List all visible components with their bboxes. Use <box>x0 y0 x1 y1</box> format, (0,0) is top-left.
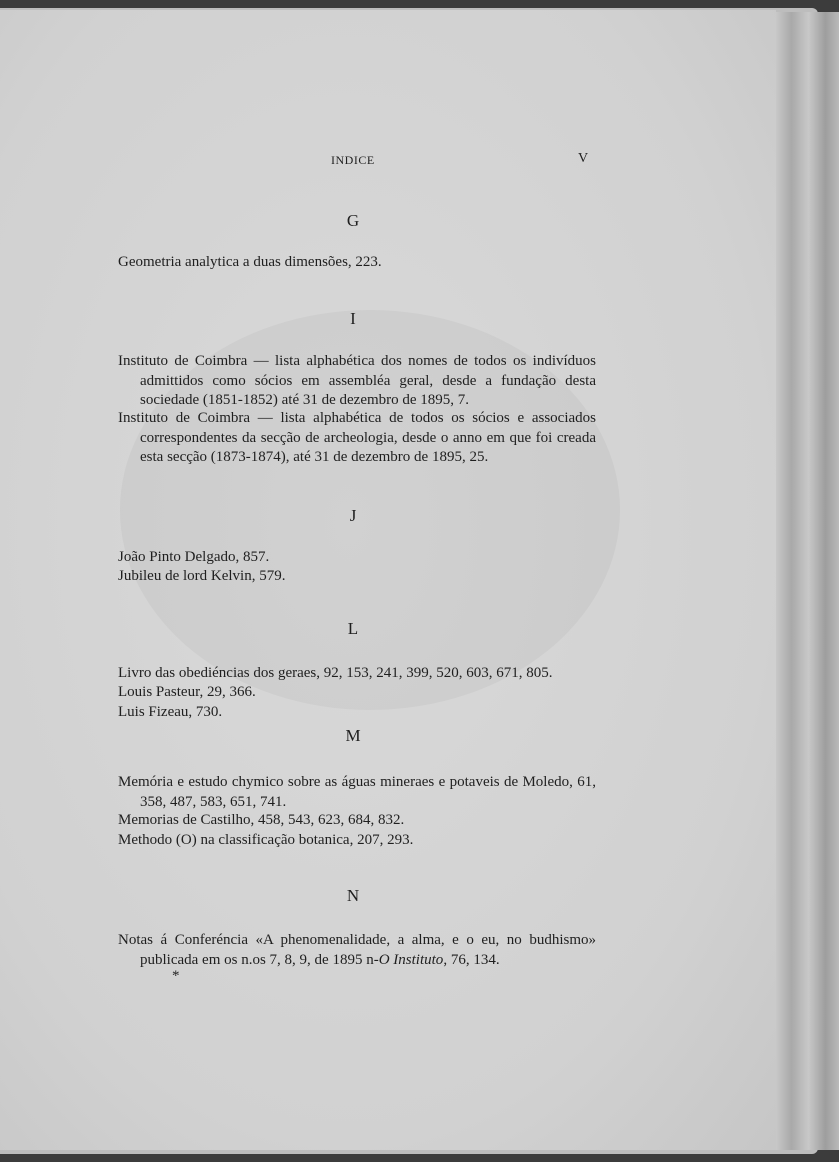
running-head <box>0 153 776 171</box>
page-edges <box>771 12 839 1150</box>
index-entry: Livro das obediéncias dos geraes, 92, 153, 241, 399, 520, 603, 671, 805. <box>118 665 553 681</box>
index-entry: Instituto de Coimbra — lista alphabética dos nomes de todos os indivíduos admittidos como sócios em assembléa geral, desde a fundação desta sociedade (1851-1852) até 31 de dezembro de 1895, 7. <box>118 353 596 408</box>
document-page <box>0 10 776 1150</box>
journal-title: O Instituto <box>378 951 444 968</box>
index-entry: João Pinto Delgado, 857. <box>118 549 270 565</box>
entry-text: Notas á Conferéncia «A phenomenalidade, a alma, e o eu, no budhismo» publicada em os n.os 7, 8, 9, de 1895 n- <box>118 932 596 968</box>
section-letter-m: M <box>345 726 361 745</box>
index-entry: Methodo (O) na classificação botanica, 207, 293. <box>118 832 414 848</box>
section-letter-i: I <box>350 309 356 328</box>
index-entry: Louis Pasteur, 29, 366. <box>118 684 256 700</box>
index-entry: Jubileu de lord Kelvin, 579. <box>118 568 286 584</box>
index-entry: Luis Fizeau, 730. <box>118 704 223 720</box>
running-head-title: INDICE <box>331 153 375 167</box>
section-letter-l: L <box>347 619 359 638</box>
section-letter-n: N <box>346 886 360 905</box>
section-letter-j: J <box>349 506 357 525</box>
index-entry: Memorias de Castilho, 458, 543, 623, 684, 832. <box>118 812 405 828</box>
index-entry: Instituto de Coimbra — lista alphabética de todos os sócios e associados correspondentes da secção de archeologia, desde o anno em que foi creada esta secção (1873-1874), até 31 de dezembro de 1895, 25. <box>118 410 596 465</box>
entry-pages: , 76, 134. <box>443 951 500 968</box>
section-letter-g: G <box>346 211 360 230</box>
signature-mark: * <box>172 968 180 984</box>
index-entry <box>118 931 596 970</box>
index-entry: Geometria analytica a duas dimensões, 223. <box>118 254 382 270</box>
page-number: V <box>578 151 589 166</box>
index-entry: Memória e estudo chymico sobre as águas mineraes e potaveis de Moledo, 61, 358, 487, 583, 651, 741. <box>118 774 596 810</box>
